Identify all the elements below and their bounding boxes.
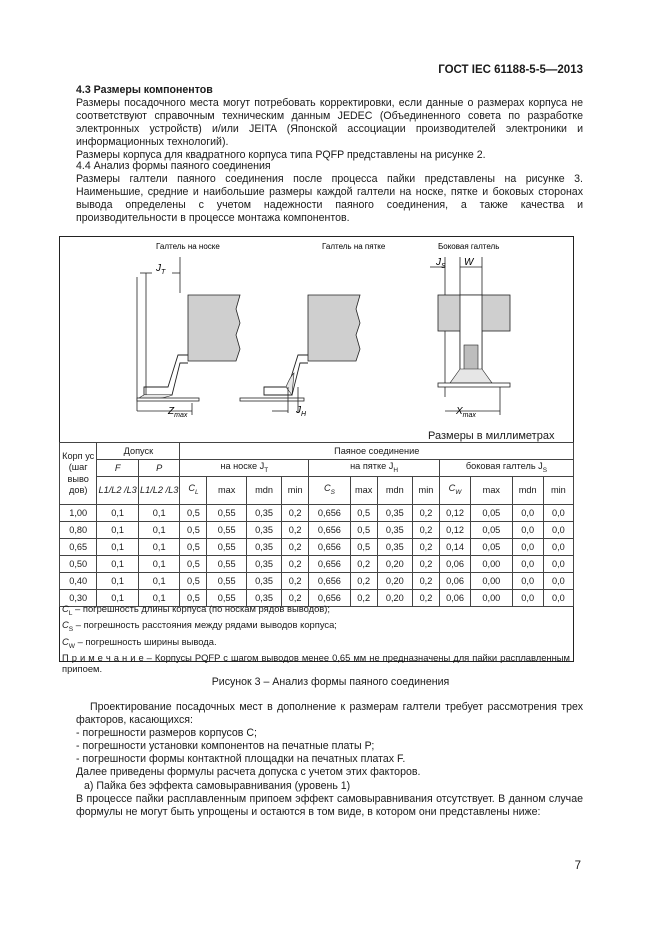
label-toe-fillet: Галтель на носке [156, 242, 220, 251]
table-cell: 0,55 [207, 505, 246, 522]
table-cell: 0,1 [138, 556, 180, 573]
dim-zmax: $Z_{max}$ [168, 406, 188, 419]
table-cell: 0,1 [138, 573, 180, 590]
table-cell: 0,35 [246, 573, 281, 590]
subheader-min: min [282, 477, 309, 505]
paragraph-4: Проектирование посадочных мест в дополнение к размерам галтели требует рассмотрения трех факторов, касающихся: [76, 701, 583, 727]
table-cell: 0,00 [471, 590, 513, 607]
paragraph-5: Далее приведены формулы расчета допуска с учетом этих факторов. [76, 766, 421, 779]
table-cell: 0,12 [439, 522, 470, 539]
table-cell: 0,2 [412, 522, 439, 539]
table-cell: 0,80 [60, 522, 97, 539]
table-cell: 0,35 [246, 539, 281, 556]
paragraph-3: Размеры галтели паяного соединения после процесса пайки представлены на рисунке 3. Наименьшие, средние и наибольшие размеры каждой галтели на носке, пятке и боковых сторонах вывода определены с учетом надежности паяного соединения, а также качества и производительности в процессе монтажа компонентов. [76, 173, 583, 225]
figure-caption: Рисунок 3 – Анализ формы паяного соединения [211, 676, 450, 688]
header-side: боковая галтель $J_S$ [439, 460, 573, 477]
table-cell: 0,2 [282, 556, 309, 573]
subsection-heading: 4.4 Анализ формы паяного соединения [76, 160, 271, 172]
note-cs: $C_S$ – погрешность расстояния между рядами выводов корпуса; [62, 619, 337, 634]
note-cl: $C_L$ – погрешность длины корпуса (по носкам рядов выводов); [62, 603, 331, 617]
subheader-max: max [350, 477, 377, 505]
paragraph-1: Размеры посадочного места могут потребовать корректировки, если данные о размерах корпуса не соответствуют справочным техническим данным JEDEC (Объединенного совета по разработке электронных устройств) и/или JEITA (Японской ассоциации производителей электроники и информационных технологий). [76, 97, 583, 149]
table-cell: 0,2 [282, 505, 309, 522]
dim-js: $J_S$ [436, 257, 446, 270]
subheader-max: max [207, 477, 246, 505]
subheader-cs: $C_S$ [309, 477, 351, 505]
table-row [60, 539, 574, 556]
table-cell: 0,656 [309, 539, 351, 556]
label-side-fillet: Боковая галтель [438, 242, 500, 251]
table-row [60, 522, 574, 539]
table-cell: 0,35 [377, 522, 412, 539]
table-cell: 0,20 [377, 556, 412, 573]
dim-jt: $J_T$ [156, 263, 166, 276]
table-cell: 0,2 [412, 539, 439, 556]
table-cell: 0,656 [309, 556, 351, 573]
bullet-1: - погрешности размеров корпусов С; [76, 727, 257, 740]
note-cw: $C_W$ – погрешность ширины вывода. [62, 635, 217, 650]
table-cell: 0,05 [471, 522, 513, 539]
subheader-min: min [412, 477, 439, 505]
header-f: F [97, 460, 139, 477]
table-cell: 0,2 [412, 573, 439, 590]
item-a: а) Пайка без эффекта самовыравнивания (уровень 1) [84, 779, 351, 792]
table-cell: 0,5 [180, 522, 207, 539]
header-p: P [138, 460, 180, 477]
table-cell: 0,5 [180, 539, 207, 556]
table-cell: 0,55 [207, 590, 246, 607]
table-cell: 0,55 [207, 573, 246, 590]
table-cell: 0,0 [512, 573, 543, 590]
table-cell: 0,0 [543, 505, 573, 522]
table-cell: 0,2 [350, 556, 377, 573]
section-4-3 [76, 84, 583, 163]
table-cell: 0,0 [512, 505, 543, 522]
table-cell: 0,00 [471, 573, 513, 590]
table-cell: 0,1 [97, 556, 139, 573]
table-cell: 0,20 [377, 590, 412, 607]
header-toe: на носке $J_T$ [180, 460, 309, 477]
table-cell: 0,55 [207, 539, 246, 556]
table-cell: 0,0 [543, 556, 573, 573]
table-cell: 0,14 [439, 539, 470, 556]
subheader-f: L1/L2 /L3 [97, 477, 139, 505]
label-heel-fillet: Галтель на пятке [322, 242, 386, 251]
table-cell: 0,656 [309, 522, 351, 539]
heel-fillet-diagram [240, 295, 360, 418]
table-cell: 0,1 [97, 505, 139, 522]
table-cell: 0,65 [60, 539, 97, 556]
table-cell: 0,35 [246, 590, 281, 607]
subheader-mdn: mdn [512, 477, 543, 505]
solder-fillet-drawing [60, 237, 573, 443]
table-cell: 0,1 [138, 590, 180, 607]
table-cell: 0,2 [282, 539, 309, 556]
paragraph-6: В процессе пайки расплавленным припоем эффект самовыравнивания отсутствует. В данном случае формулы не могут быть упрощены и остаются в том виде, в котором они представлены ниже: [76, 792, 583, 818]
table-cell: 0,0 [543, 539, 573, 556]
table-cell: 0,0 [512, 590, 543, 607]
table-cell: 0,55 [207, 522, 246, 539]
table-cell: 0,20 [377, 573, 412, 590]
table-cell: 0,5 [350, 505, 377, 522]
table-cell: 0,1 [138, 505, 180, 522]
table-cell: 0,5 [180, 505, 207, 522]
table-cell: 0,0 [512, 556, 543, 573]
table-row [60, 573, 574, 590]
units-note: Размеры в миллиметрах [428, 430, 555, 442]
table-cell: 0,35 [246, 522, 281, 539]
table-cell: 1,00 [60, 505, 97, 522]
table-cell: 0,00 [471, 556, 513, 573]
subheader-cw: $C_W$ [439, 477, 470, 505]
note-remark: П р и м е ч а н и е – Корпусы PQFP с шагом выводов менее 0,65 мм не предназначены для пайки расплавленным припоем. [62, 651, 570, 675]
table-cell: 0,0 [543, 522, 573, 539]
table-cell: 0,06 [439, 590, 470, 607]
table-cell: 0,2 [350, 590, 377, 607]
table-cell: 0,656 [309, 590, 351, 607]
side-fillet-diagram [430, 257, 510, 419]
table-cell: 0,0 [512, 539, 543, 556]
table-cell: 0,5 [350, 539, 377, 556]
subheader-cl: $C_L$ [180, 477, 207, 505]
header-pitch: Корп ус (шаг выво дов) [60, 443, 97, 505]
table-notes [62, 603, 570, 675]
subheader-max: max [471, 477, 513, 505]
table-cell: 0,06 [439, 573, 470, 590]
table-cell: 0,05 [471, 505, 513, 522]
table-row [60, 505, 574, 522]
header-heel: на пятке $J_H$ [309, 460, 440, 477]
subheader-mdn: mdn [377, 477, 412, 505]
table-cell: 0,656 [309, 505, 351, 522]
table-cell: 0,35 [377, 539, 412, 556]
table-cell: 0,2 [412, 556, 439, 573]
table-cell: 0,05 [471, 539, 513, 556]
table-cell: 0,40 [60, 573, 97, 590]
section-heading: 4.3 Размеры компонентов [76, 84, 213, 96]
table-cell: 0,0 [543, 590, 573, 607]
table-cell: 0,5 [180, 573, 207, 590]
bullet-2: - погрешности установки компонентов на печатные платы Р; [76, 740, 375, 753]
table-cell: 0,2 [350, 573, 377, 590]
subheader-min: min [543, 477, 573, 505]
table-cell: 0,1 [97, 573, 139, 590]
table-cell: 0,5 [180, 556, 207, 573]
page-number: 7 [574, 860, 581, 872]
table-cell: 0,35 [246, 556, 281, 573]
table-cell: 0,12 [439, 505, 470, 522]
table-cell: 0,0 [512, 522, 543, 539]
table-cell: 0,06 [439, 556, 470, 573]
table-cell: 0,30 [60, 590, 97, 607]
table-cell: 0,1 [97, 590, 139, 607]
dim-w: W [464, 257, 474, 268]
table-cell: 0,656 [309, 573, 351, 590]
table-body [60, 505, 574, 607]
table-cell: 0,5 [180, 590, 207, 607]
table-cell: 0,5 [350, 522, 377, 539]
table-cell: 0,2 [412, 590, 439, 607]
table-cell: 0,55 [207, 556, 246, 573]
body-text-2 [76, 701, 583, 819]
table-cell: 0,1 [138, 539, 180, 556]
table-cell: 0,2 [412, 505, 439, 522]
subheader-p: L1/L2 /L3 [138, 477, 180, 505]
section-4-4 [76, 160, 583, 225]
dim-xmax: $X_{max}$ [456, 406, 476, 419]
table-cell: 0,1 [97, 539, 139, 556]
table-cell: 0,1 [138, 522, 180, 539]
bullet-3: - погрешности формы контактной площадки на печатных платах F. [76, 753, 406, 766]
subheader-mdn: mdn [246, 477, 281, 505]
table-cell: 0,2 [282, 590, 309, 607]
dim-jh: $J_H$ [296, 405, 307, 418]
table-cell: 0,50 [60, 556, 97, 573]
table-cell: 0,0 [543, 573, 573, 590]
paragraph-2: Размеры корпуса для квадратного корпуса типа PQFP представлены на рисунке 2. [76, 149, 486, 162]
document-header: ГОСТ IEC 61188-5-5—2013 [438, 64, 583, 76]
toe-fillet-diagram [137, 257, 240, 419]
table-cell: 0,1 [97, 522, 139, 539]
header-solder-joint: Паяное соединение [180, 443, 574, 460]
solder-joint-table [59, 442, 574, 607]
table-cell: 0,2 [282, 573, 309, 590]
table-row [60, 556, 574, 573]
table-cell: 0,35 [246, 505, 281, 522]
header-tolerance: Допуск [97, 443, 180, 460]
table-cell: 0,35 [377, 505, 412, 522]
table-cell: 0,2 [282, 522, 309, 539]
